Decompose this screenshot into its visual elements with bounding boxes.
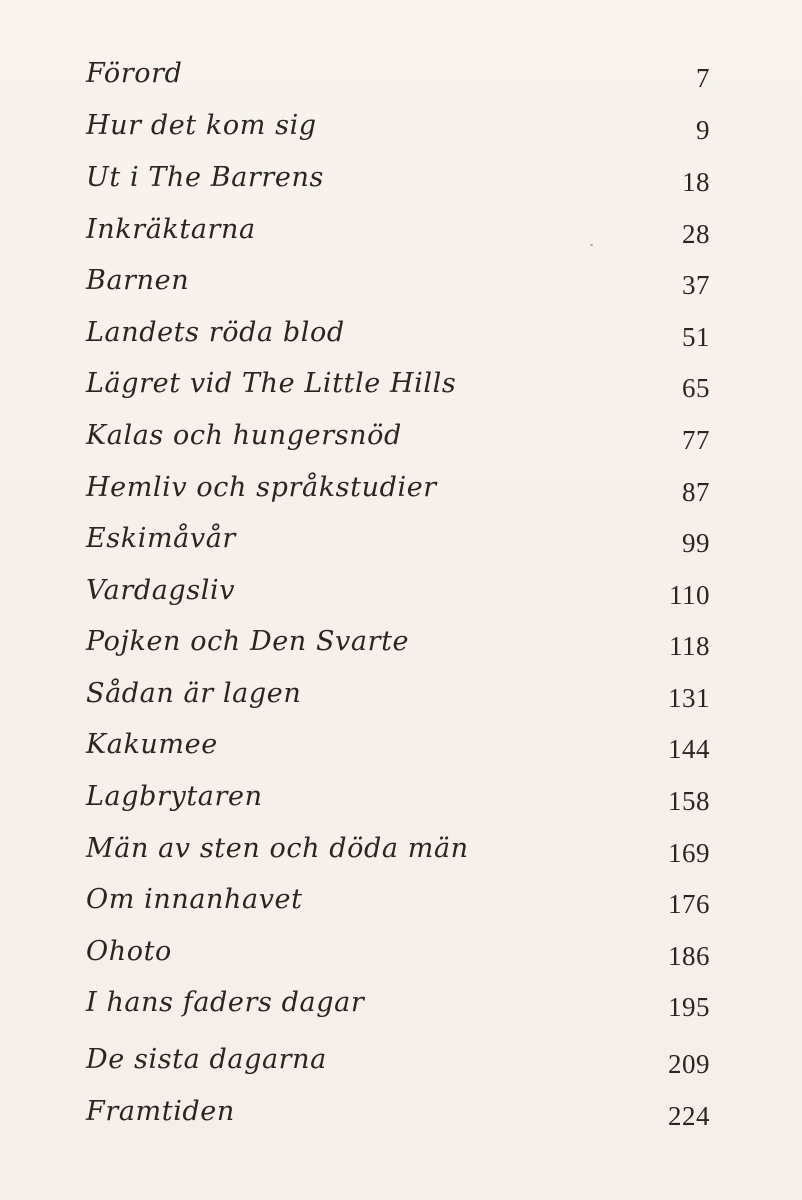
toc-entry bbox=[86, 210, 710, 250]
toc-entry bbox=[86, 932, 710, 972]
toc-entry bbox=[86, 571, 710, 611]
toc-entry bbox=[86, 725, 710, 765]
toc-entry-title: Framtiden bbox=[86, 1096, 235, 1127]
toc-entry-title: Pojken och Den Svarte bbox=[86, 626, 410, 657]
toc-entry bbox=[86, 416, 710, 456]
toc-entry-page: 77 bbox=[682, 425, 710, 455]
toc-entry bbox=[86, 158, 710, 198]
toc-entry-page: 51 bbox=[682, 322, 710, 352]
toc-entry-title: Kakumee bbox=[86, 729, 218, 760]
toc-entry-page: 87 bbox=[682, 477, 710, 507]
toc-entry-page: 195 bbox=[668, 992, 710, 1022]
toc-entry-page: 144 bbox=[668, 734, 710, 764]
toc-entry-page: 99 bbox=[682, 528, 710, 558]
toc-entry-title: Barnen bbox=[86, 265, 190, 296]
toc-entry-page: 131 bbox=[668, 683, 710, 713]
toc-entry bbox=[86, 880, 710, 920]
toc-entry bbox=[86, 313, 710, 353]
toc-entry-page: 7 bbox=[696, 63, 710, 93]
toc-entry-title: De sista dagarna bbox=[86, 1044, 327, 1075]
toc-entry bbox=[86, 1092, 710, 1132]
toc-entry-title: Hur det kom sig bbox=[86, 110, 317, 141]
toc-entry-page: 37 bbox=[682, 270, 710, 300]
toc-entry-page: 118 bbox=[669, 631, 710, 661]
toc-entry-title: Sådan är lagen bbox=[86, 678, 302, 709]
toc-entry-title: Inkräktarna bbox=[86, 214, 256, 245]
toc-entry-title: Ut i The Barrens bbox=[86, 162, 324, 193]
toc-entry-page: 158 bbox=[668, 786, 710, 816]
toc-entry-title: Eskimåvår bbox=[86, 523, 236, 554]
toc-entry-title: Förord bbox=[86, 58, 183, 89]
toc-entry-title: Om innanhavet bbox=[86, 884, 303, 915]
toc-entry bbox=[86, 364, 710, 404]
toc-entry bbox=[86, 519, 710, 559]
toc-entry-page: 176 bbox=[668, 889, 710, 919]
toc-entry-title: Lägret vid The Little Hills bbox=[86, 368, 457, 399]
toc-entry bbox=[86, 106, 710, 146]
toc-entry-page: 110 bbox=[669, 580, 710, 610]
toc-entry-page: 28 bbox=[682, 219, 710, 249]
toc-entry-title: I hans faders dagar bbox=[86, 987, 365, 1018]
toc-entry bbox=[86, 1040, 710, 1080]
toc-entry-page: 209 bbox=[668, 1049, 710, 1079]
toc-entry-title: Vardagsliv bbox=[86, 575, 236, 606]
toc-entry-page: 186 bbox=[668, 941, 710, 971]
toc-entry-title: Män av sten och döda män bbox=[86, 833, 469, 864]
toc-entry bbox=[86, 261, 710, 301]
toc-entry-page: 18 bbox=[682, 167, 710, 197]
toc-entry-title: Kalas och hungersnöd bbox=[86, 420, 402, 451]
toc-entry bbox=[86, 468, 710, 508]
toc-entry-title: Lagbrytaren bbox=[86, 781, 263, 812]
toc-entry-title: Landets röda blod bbox=[86, 317, 345, 348]
toc-entry-title: Ohoto bbox=[86, 936, 172, 967]
toc-entry bbox=[86, 674, 710, 714]
toc-entry bbox=[86, 54, 710, 94]
toc-entry bbox=[86, 777, 710, 817]
toc-entry-page: 9 bbox=[696, 115, 710, 145]
toc-entry-page: 169 bbox=[668, 838, 710, 868]
toc-entry-title: Hemliv och språkstudier bbox=[86, 472, 437, 503]
toc-entry bbox=[86, 983, 710, 1023]
toc-entry-page: 224 bbox=[668, 1101, 710, 1131]
toc-entry-page: 65 bbox=[682, 373, 710, 403]
toc-entry bbox=[86, 829, 710, 869]
toc-entry bbox=[86, 622, 710, 662]
